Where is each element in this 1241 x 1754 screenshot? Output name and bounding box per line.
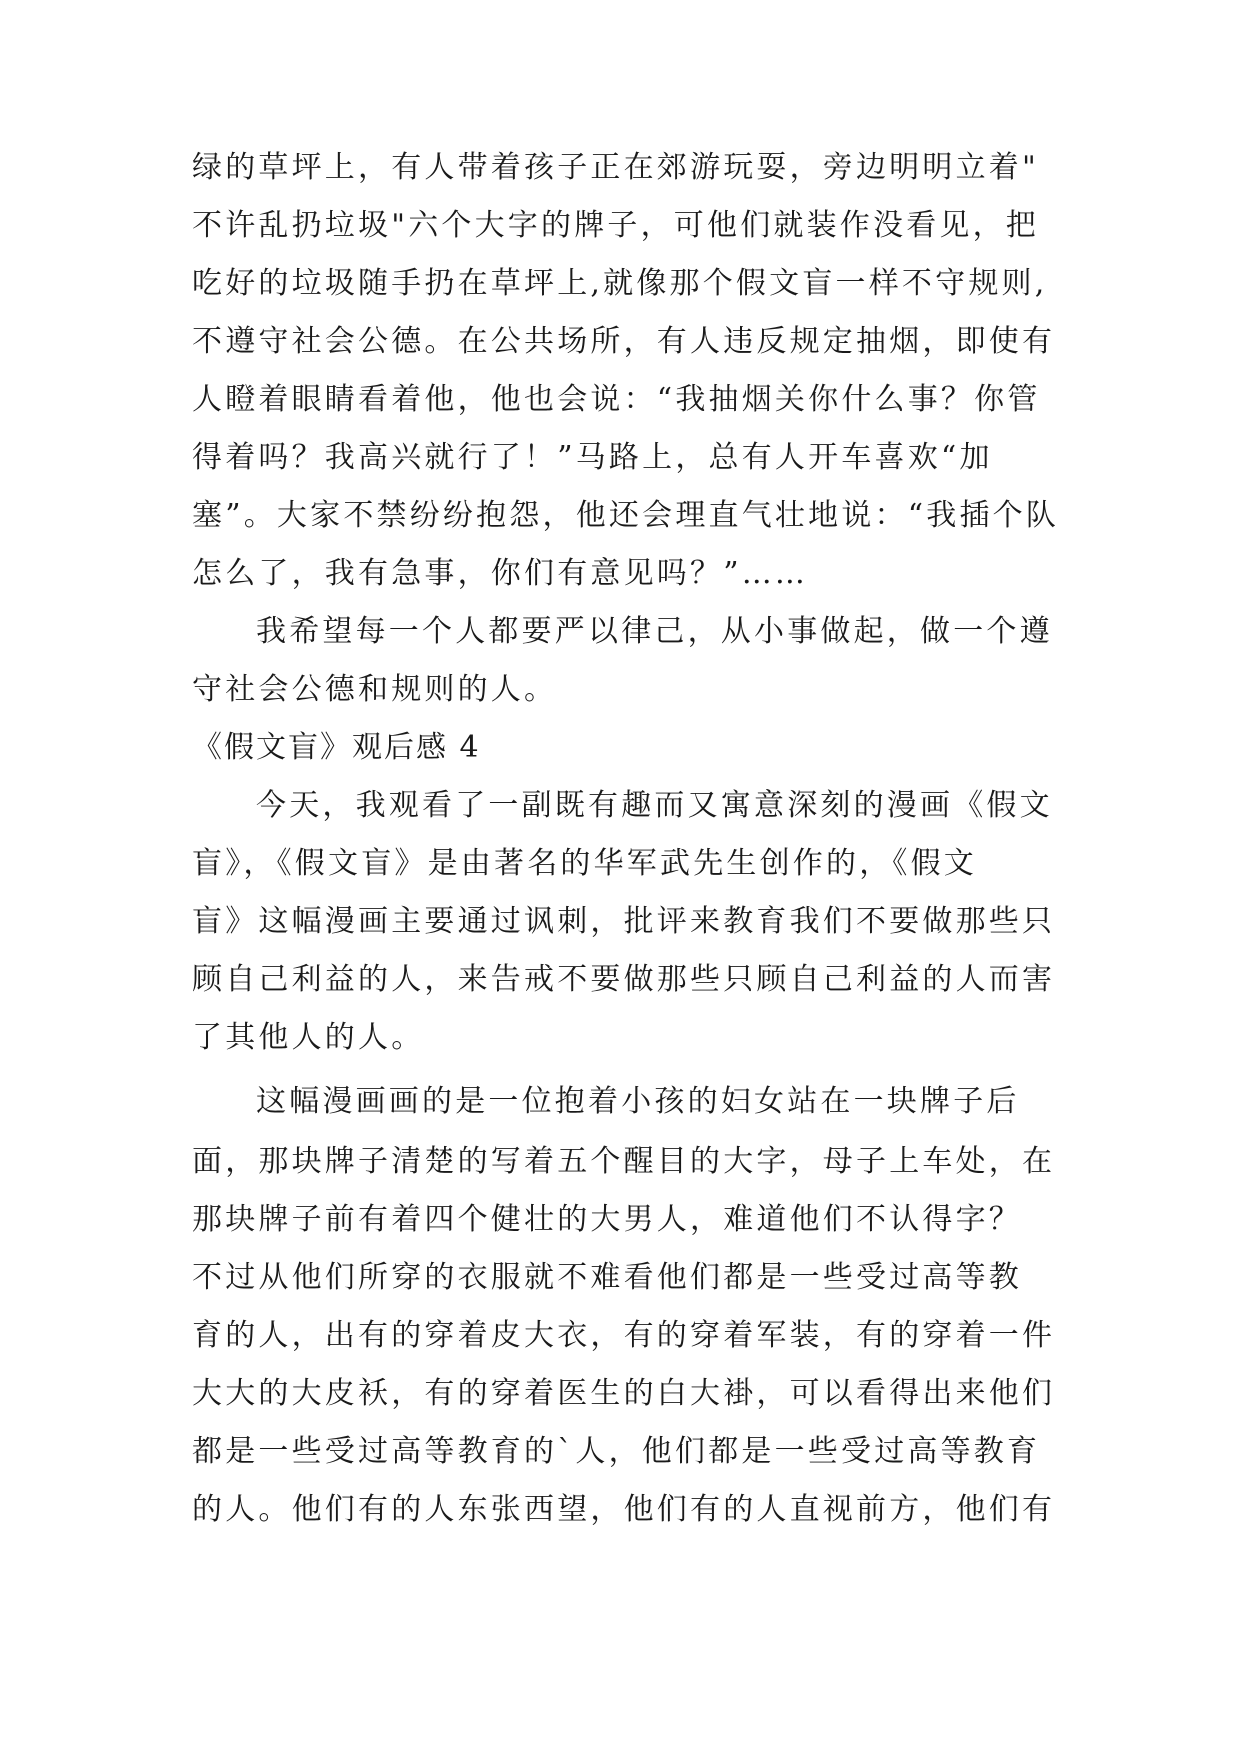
paragraph-line: 这幅漫画画的是一位抱着小孩的妇女站在一块牌子后 bbox=[256, 1084, 1020, 1119]
paragraph-line: 怎么了，我有急事，你们有意见吗？”…… bbox=[192, 556, 809, 591]
paragraph-line: 不许乱扔垃圾"六个大字的牌子，可他们就装作没看见，把 bbox=[192, 208, 1039, 243]
paragraph-line: 那块牌子前有着四个健壮的大男人，难道他们不认得字？ bbox=[192, 1202, 1022, 1237]
paragraph-line: 我希望每一个人都要严以律己，从小事做起，做一个遵 bbox=[256, 614, 1053, 649]
paragraph-line: 人瞪着眼睛看着他，他也会说：“我抽烟关你什么事？你管 bbox=[192, 382, 1041, 417]
paragraph-line: 绿的草坪上，有人带着孩子正在郊游玩耍，旁边明明立着" bbox=[192, 150, 1039, 185]
paragraph-line: 不过从他们所穿的衣服就不难看他们都是一些受过高等教 bbox=[192, 1260, 1022, 1295]
paragraph-line: 面，那块牌子清楚的写着五个醒目的大字，母子上车处，在 bbox=[192, 1144, 1056, 1179]
paragraph-line: 都是一些受过高等教育的`人，他们都是一些受过高等教育 bbox=[192, 1434, 1041, 1469]
paragraph-line: 顾自己利益的人，来告戒不要做那些只顾自己利益的人而害 bbox=[192, 962, 1056, 997]
paragraph-line: 不遵守社会公德。在公共场所，有人违反规定抽烟，即使有 bbox=[192, 324, 1056, 359]
paragraph-line: 守社会公德和规则的人。 bbox=[192, 672, 558, 707]
paragraph-line: 今天，我观看了一副既有趣而又寓意深刻的漫画《假文 bbox=[256, 788, 1053, 823]
paragraph-line: 的人。他们有的人东张西望，他们有的人直视前方，他们有 bbox=[192, 1492, 1056, 1527]
paragraph-line: 育的人，出有的穿着皮大衣，有的穿着军装，有的穿着一件 bbox=[192, 1318, 1056, 1353]
paragraph-line: 大大的大皮袄，有的穿着医生的白大褂，可以看得出来他们 bbox=[192, 1376, 1056, 1411]
paragraph-line: 盲》，《假文盲》是由著名的华军武先生创作的，《假文 bbox=[192, 846, 977, 881]
paragraph-line: 吃好的垃圾随手扔在草坪上,就像那个假文盲一样不守规则, bbox=[192, 266, 1048, 301]
section-heading: 《假文盲》观后感 4 bbox=[192, 730, 481, 765]
paragraph-line: 得着吗？我高兴就行了！”马路上，总有人开车喜欢“加 bbox=[192, 440, 993, 475]
paragraph-line: 盲》这幅漫画主要通过讽刺，批评来教育我们不要做那些只 bbox=[192, 904, 1056, 939]
paragraph-line: 塞”。大家不禁纷纷抱怨，他还会理直气壮地说：“我插个队 bbox=[192, 498, 1060, 533]
paragraph-line: 了其他人的人。 bbox=[192, 1020, 425, 1055]
